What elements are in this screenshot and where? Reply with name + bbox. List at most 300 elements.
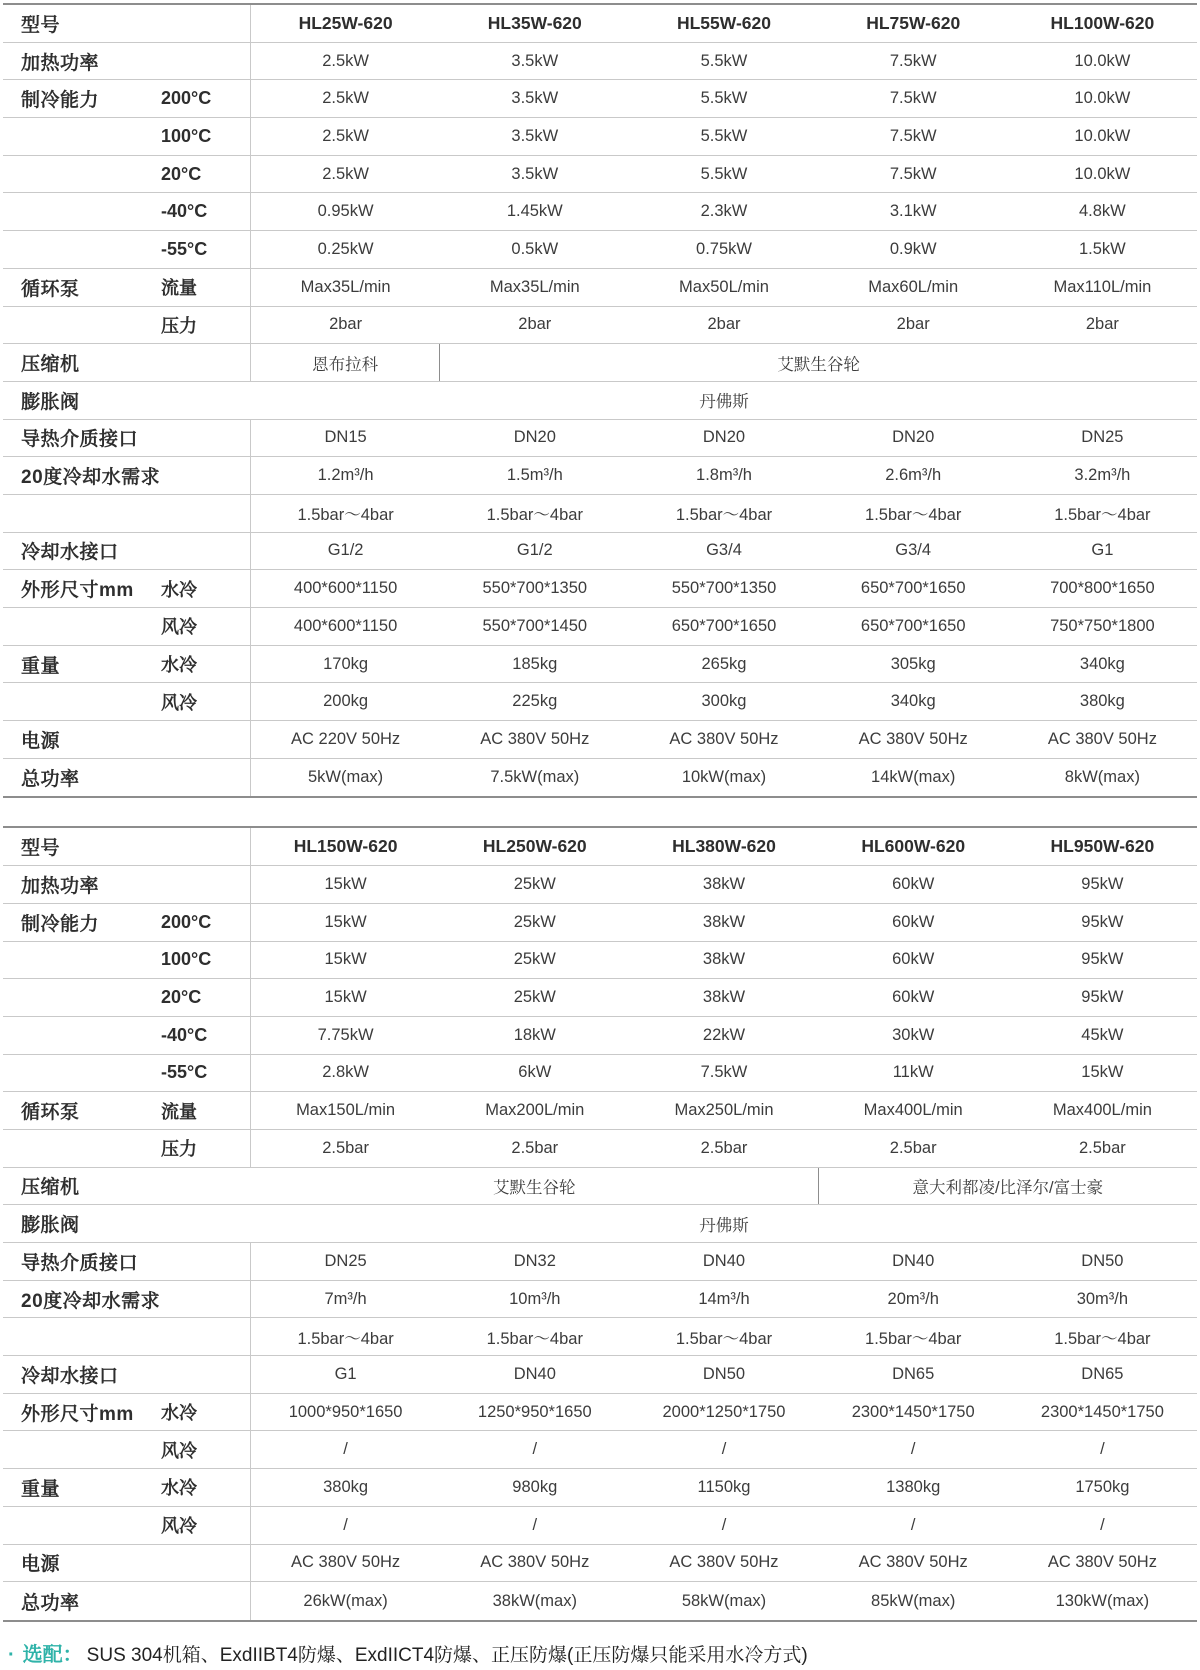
row-label: 总功率	[21, 769, 80, 791]
spec-row	[3, 307, 1197, 345]
spec-row	[3, 533, 1197, 571]
spec-cell: 650*700*1650	[860, 579, 966, 598]
row-label: 循环泵	[21, 1102, 80, 1124]
row-label-cell	[3, 382, 251, 419]
spec-row	[3, 1582, 1197, 1620]
spec-row	[3, 1205, 1197, 1243]
row-sublabel: 水冷	[161, 579, 197, 600]
row-label: 制冷能力	[21, 90, 100, 112]
spec-cell: 225kg	[512, 692, 558, 711]
spec-cell: /	[343, 1440, 348, 1459]
spec-cell: AC 380V 50Hz	[291, 1553, 401, 1572]
row-label-cell	[3, 570, 251, 607]
spec-cell: G1	[334, 1364, 357, 1383]
spec-cell: 550*700*1350	[482, 579, 588, 598]
row-label-cell	[3, 231, 251, 268]
spec-cell: AC 380V 50Hz	[1047, 729, 1157, 748]
spec-cell: 2bar	[896, 315, 930, 334]
spec-cell: 1750kg	[1075, 1477, 1130, 1496]
model-header-cell: HL35W-620	[487, 12, 582, 33]
spec-cell: 15kW	[324, 988, 367, 1007]
spec-row	[3, 904, 1197, 942]
spec-cell: 10.0kW	[1074, 164, 1131, 183]
row-label: 外形尺寸mm	[21, 1403, 134, 1425]
row-label-cell	[3, 420, 251, 457]
row-label-cell	[3, 1431, 251, 1468]
row-label-cell	[3, 759, 251, 797]
spec-cell: 1.45kW	[506, 202, 563, 221]
row-sublabel: 流量	[161, 1101, 197, 1122]
spec-cell: 15kW	[1081, 1063, 1124, 1082]
spec-cell: 30m³/h	[1076, 1289, 1129, 1308]
row-sublabel: -40°C	[161, 1024, 208, 1045]
row-sublabel: 水冷	[161, 1403, 197, 1424]
spec-cell: 1.5bar～4bar	[486, 506, 583, 525]
row-label: 20度冷却水需求	[21, 1290, 161, 1312]
spec-cell: 2bar	[518, 315, 552, 334]
row-label-cell	[3, 118, 251, 155]
row-label-cell	[3, 646, 251, 683]
spec-cell: 1.5bar～4bar	[297, 506, 394, 525]
model-header-cell: HL150W-620	[293, 836, 398, 857]
row-sublabel: 压力	[161, 1139, 197, 1160]
spec-cell: 1.5bar～4bar	[486, 1329, 583, 1348]
spec-cell: 1.8m³/h	[696, 466, 752, 485]
options-footnote	[3, 1638, 1197, 1667]
spec-cell: G3/4	[706, 541, 742, 560]
row-label-cell	[3, 904, 251, 941]
row-label-cell	[3, 1168, 251, 1205]
row-sublabel: 200°C	[161, 88, 212, 109]
row-sublabel: 水冷	[161, 1478, 197, 1499]
spec-cell: Max150L/min	[296, 1101, 396, 1120]
spec-cell: 7.5kW	[889, 126, 937, 145]
row-sublabel: 风冷	[161, 1516, 197, 1537]
row-label: 循环泵	[21, 278, 80, 300]
model-header-cell: HL100W-620	[1050, 12, 1155, 33]
spec-cell: AC 380V 50Hz	[480, 729, 590, 748]
spec-cell: 20m³/h	[887, 1289, 939, 1308]
spec-cell: DN32	[513, 1251, 556, 1270]
spec-cell: 5.5kW	[700, 126, 748, 145]
spec-cell: 58kW(max)	[681, 1591, 767, 1610]
spec-row	[3, 1431, 1197, 1469]
spec-row	[3, 231, 1197, 269]
spec-row	[3, 344, 1197, 382]
spec-cell-merged: 丹佛斯	[699, 393, 749, 412]
spec-cell: 2.8kW	[322, 1063, 369, 1082]
spec-row	[3, 866, 1197, 904]
row-sublabel: 流量	[161, 278, 197, 299]
spec-row	[3, 193, 1197, 231]
spec-cell: 340kg	[890, 692, 936, 711]
spec-cell: 2.5bar	[511, 1138, 559, 1157]
row-sublabel: 200°C	[161, 911, 212, 932]
table-header-row	[3, 828, 1197, 866]
spec-cell: 22kW	[702, 1025, 746, 1044]
spec-table-small-models	[3, 3, 1197, 798]
spec-cell: 0.5kW	[511, 239, 559, 258]
row-sublabel: 风冷	[161, 692, 197, 713]
spec-row	[3, 759, 1197, 797]
spec-cell: 95kW	[1081, 912, 1124, 931]
spec-cell: 5.5kW	[700, 51, 748, 70]
spec-cell: DN50	[702, 1364, 746, 1383]
spec-cell: 3.5kW	[511, 89, 559, 108]
spec-cell: 5.5kW	[700, 89, 748, 108]
row-label: 加热功率	[21, 52, 100, 74]
model-label-text: 型号	[21, 838, 61, 860]
spec-row	[3, 457, 1197, 495]
spec-row	[3, 1243, 1197, 1281]
footnote-bullet: ·	[8, 1643, 15, 1666]
spec-cell: 400*600*1150	[293, 579, 398, 598]
row-label-cell	[3, 344, 251, 381]
row-label-cell	[3, 156, 251, 193]
spec-cell: 25kW	[513, 912, 556, 931]
spec-cell: 2.5bar	[322, 1138, 369, 1157]
spec-cell: 60kW	[892, 912, 935, 931]
spec-cell: 5kW(max)	[308, 768, 384, 787]
spec-cell: Max250L/min	[674, 1101, 774, 1120]
spec-cell: AC 380V 50Hz	[858, 729, 968, 748]
row-label: 膨胀阀	[21, 391, 80, 413]
row-sublabel: -55°C	[161, 1062, 208, 1083]
row-label-cell	[3, 866, 251, 903]
spec-cell: 14m³/h	[698, 1289, 750, 1308]
spec-cell: 38kW	[702, 988, 746, 1007]
spec-row	[3, 1017, 1197, 1055]
row-label-cell	[3, 1281, 251, 1318]
row-sublabel: 100°C	[161, 949, 212, 970]
spec-cell: 550*700*1450	[482, 616, 588, 635]
row-label: 压缩机	[21, 1177, 80, 1199]
spec-cell: 25kW	[513, 950, 556, 969]
spec-cell: 11kW	[892, 1063, 934, 1082]
spec-cell: 3.1kW	[889, 202, 937, 221]
row-label-cell	[3, 80, 251, 117]
row-label: 外形尺寸mm	[21, 580, 134, 602]
spec-cell: DN65	[892, 1364, 935, 1383]
spec-cell: 10.0kW	[1074, 89, 1131, 108]
row-label-cell	[3, 979, 251, 1016]
spec-row	[3, 1092, 1197, 1130]
spec-cell: 1.5bar～4bar	[675, 506, 773, 525]
spec-cell: 650*700*1650	[860, 616, 966, 635]
spec-cell: 3.2m³/h	[1074, 466, 1131, 485]
row-sublabel: -40°C	[161, 201, 208, 222]
row-label-cell	[3, 193, 251, 230]
spec-table-large-models	[3, 826, 1197, 1621]
spec-cell: 7.5kW	[700, 1063, 748, 1082]
row-label-cell	[3, 269, 251, 306]
spec-cell: 170kg	[323, 654, 369, 673]
spec-row	[3, 43, 1197, 81]
spec-row	[3, 1281, 1197, 1319]
spec-row	[3, 1318, 1197, 1356]
spec-cell: 45kW	[1081, 1025, 1124, 1044]
spec-cell-merged: 恩布拉科	[251, 344, 440, 381]
spec-row	[3, 721, 1197, 759]
spec-cell: AC 380V 50Hz	[858, 1553, 968, 1572]
spec-row	[3, 1545, 1197, 1583]
spec-cell: 38kW(max)	[492, 1591, 577, 1610]
spec-cell: 2.5bar	[1078, 1138, 1126, 1157]
spec-cell: 25kW	[513, 874, 556, 893]
row-label-cell	[3, 457, 251, 494]
spec-cell: DN15	[324, 428, 367, 447]
spec-cell: 1250*950*1650	[477, 1402, 592, 1421]
row-label-cell	[3, 1394, 251, 1431]
row-label-cell	[3, 1318, 251, 1355]
spec-cell: DN20	[513, 428, 556, 447]
spec-cell: 130kW(max)	[1055, 1591, 1150, 1610]
spec-cell-merged: 艾默生谷轮	[251, 1168, 819, 1205]
spec-cell: 650*700*1650	[671, 616, 777, 635]
row-label-cell	[3, 1130, 251, 1167]
row-sublabel: -55°C	[161, 238, 208, 259]
row-label: 压缩机	[21, 354, 80, 376]
spec-cell: Max110L/min	[1053, 277, 1152, 296]
row-label: 导热介质接口	[21, 429, 139, 451]
spec-cell: 38kW	[702, 874, 746, 893]
spec-cell: 380kg	[1079, 692, 1125, 711]
spec-cell: 7.5kW	[889, 51, 937, 70]
spec-cell: 1.5bar～4bar	[675, 1329, 773, 1348]
spec-cell: /	[343, 1515, 348, 1534]
spec-cell: 2bar	[707, 315, 741, 334]
spec-cell: 15kW	[324, 874, 367, 893]
spec-cell: 1150kg	[697, 1477, 751, 1496]
model-header-cell: HL600W-620	[861, 836, 966, 857]
spec-cell: 38kW	[702, 912, 746, 931]
spec-cell: 6kW	[518, 1063, 552, 1082]
spec-cell: 2.5kW	[322, 126, 369, 145]
spec-cell: 400*600*1150	[293, 616, 398, 635]
row-label: 冷却水接口	[21, 542, 119, 564]
row-label-cell	[3, 721, 251, 758]
spec-cell: 2.5kW	[322, 164, 369, 183]
row-label: 重量	[21, 1478, 61, 1500]
spec-cell: 2.3kW	[700, 202, 748, 221]
spec-cell: /	[721, 1440, 727, 1459]
spec-cell: /	[721, 1515, 727, 1534]
spec-cell: 10.0kW	[1074, 126, 1131, 145]
spec-cell: 200kg	[323, 692, 369, 711]
spec-cell: 305kg	[890, 654, 936, 673]
spec-cell: 7.5kW	[889, 164, 937, 183]
spec-cell: Max60L/min	[868, 277, 959, 296]
spec-cell: 60kW	[892, 874, 935, 893]
spec-cell: AC 380V 50Hz	[480, 1553, 590, 1572]
spec-cell: DN25	[1081, 428, 1124, 447]
spec-cell: 3.5kW	[511, 51, 559, 70]
spec-cell: 60kW	[892, 988, 935, 1007]
spec-cell: 26kW(max)	[303, 1591, 388, 1610]
spec-cell: 7.5kW	[889, 89, 937, 108]
spec-row	[3, 608, 1197, 646]
model-column-label	[3, 5, 251, 42]
spec-cell: Max35L/min	[489, 277, 580, 296]
spec-cell: 18kW	[513, 1025, 556, 1044]
spec-cell: 2300*1450*1750	[1040, 1402, 1164, 1421]
spec-cell: Max400L/min	[863, 1101, 963, 1120]
spec-cell: DN40	[513, 1364, 556, 1383]
row-label-cell	[3, 1055, 251, 1092]
row-label-cell	[3, 1469, 251, 1506]
spec-cell: 95kW	[1081, 874, 1124, 893]
spec-row	[3, 646, 1197, 684]
row-label-cell	[3, 1507, 251, 1544]
spec-cell: 1.5bar～4bar	[1054, 506, 1151, 525]
row-label: 导热介质接口	[21, 1252, 139, 1274]
spec-row	[3, 80, 1197, 118]
spec-row	[3, 382, 1197, 420]
spec-row	[3, 942, 1197, 980]
spec-cell: 7.5kW(max)	[490, 768, 580, 787]
spec-cell: /	[1100, 1515, 1105, 1534]
row-sublabel: 水冷	[161, 655, 197, 676]
spec-cell: Max400L/min	[1052, 1101, 1152, 1120]
spec-cell-merged: 艾默生谷轮	[777, 355, 860, 374]
spec-cell: 265kg	[701, 654, 747, 673]
row-label-cell	[3, 608, 251, 645]
spec-cell: 0.95kW	[317, 202, 374, 221]
row-label-cell	[3, 1205, 251, 1242]
spec-cell: 10.0kW	[1074, 51, 1131, 70]
spec-cell: 1.5bar～4bar	[865, 506, 962, 525]
model-header-cell: HL25W-620	[298, 12, 393, 33]
spec-cell: 300kg	[701, 692, 747, 711]
spec-cell: 700*800*1650	[1050, 579, 1155, 598]
spec-cell: 10kW(max)	[681, 768, 767, 787]
spec-cell: 1380kg	[886, 1477, 941, 1496]
footnote-options-text: SUS 304机箱、ExdIIBT4防爆、ExdIICT4防爆、正压防爆(正压防爆只能采用水冷方式)	[86, 1644, 808, 1666]
spec-cell: 60kW	[892, 950, 935, 969]
spec-cell: 25kW	[513, 988, 556, 1007]
spec-cell: DN20	[702, 428, 746, 447]
spec-cell: Max35L/min	[300, 277, 391, 296]
spec-cell: 15kW	[324, 912, 367, 931]
model-column-label	[3, 828, 251, 865]
spec-cell: DN40	[702, 1251, 746, 1270]
spec-cell: 1.5kW	[1079, 239, 1126, 258]
row-label: 20度冷却水需求	[21, 467, 161, 489]
spec-cell: 2000*1250*1750	[662, 1402, 786, 1421]
row-sublabel: 20°C	[161, 163, 202, 184]
row-label-cell	[3, 1582, 251, 1620]
spec-cell: G1/2	[327, 541, 364, 560]
spec-cell: 0.75kW	[696, 239, 752, 258]
spec-row	[3, 1168, 1197, 1206]
spec-cell: 14kW(max)	[871, 768, 956, 787]
spec-row	[3, 683, 1197, 721]
spec-cell: 95kW	[1081, 950, 1124, 969]
model-header-cell: HL250W-620	[482, 836, 587, 857]
spec-cell: 1.2m³/h	[317, 466, 374, 485]
spec-cell: DN65	[1081, 1364, 1124, 1383]
spec-cell: 1.5bar～4bar	[297, 1329, 394, 1348]
spec-cell: 4.8kW	[1079, 202, 1126, 221]
model-label-text: 型号	[21, 14, 61, 36]
row-label-cell	[3, 1017, 251, 1054]
spec-cell: DN40	[892, 1251, 935, 1270]
spec-row	[3, 495, 1197, 533]
row-sublabel: 风冷	[161, 1440, 197, 1461]
row-label: 加热功率	[21, 875, 100, 897]
spec-cell: 2.5kW	[322, 89, 369, 108]
table-header-row	[3, 5, 1197, 43]
spec-cell: 2.5kW	[322, 51, 369, 70]
row-label-cell	[3, 1243, 251, 1280]
spec-cell: 95kW	[1081, 988, 1124, 1007]
row-label: 电源	[21, 1554, 61, 1576]
spec-cell: /	[910, 1440, 916, 1459]
model-header-cell: HL950W-620	[1050, 836, 1155, 857]
row-label-cell	[3, 942, 251, 979]
spec-cell: 2bar	[329, 315, 363, 334]
spec-cell: AC 380V 50Hz	[669, 1553, 779, 1572]
row-label-cell	[3, 533, 251, 570]
row-sublabel: 100°C	[161, 125, 212, 146]
spec-cell: Max200L/min	[485, 1101, 585, 1120]
spec-row	[3, 979, 1197, 1017]
spec-cell-merged: 意大利都凌/比泽尔/富士豪	[912, 1178, 1104, 1197]
spec-cell: 340kg	[1079, 654, 1125, 673]
spec-cell: DN25	[324, 1251, 367, 1270]
spec-cell: 0.9kW	[889, 239, 937, 258]
spec-row	[3, 570, 1197, 608]
spec-cell: 2.5bar	[889, 1138, 937, 1157]
spec-cell: /	[532, 1515, 538, 1534]
spec-row	[3, 1469, 1197, 1507]
spec-row	[3, 420, 1197, 458]
spec-cell: G1	[1091, 541, 1114, 560]
spec-cell: 750*750*1800	[1050, 616, 1155, 635]
spec-row	[3, 118, 1197, 156]
spec-cell: AC 380V 50Hz	[669, 729, 779, 748]
spec-cell: 0.25kW	[317, 239, 374, 258]
spec-cell: 3.5kW	[511, 126, 559, 145]
spec-cell: 7.75kW	[317, 1025, 374, 1044]
spec-cell: 3.5kW	[511, 164, 559, 183]
spec-cell: 2.5bar	[700, 1138, 748, 1157]
row-label-cell	[3, 1092, 251, 1129]
spec-row	[3, 1507, 1197, 1545]
row-label: 重量	[21, 655, 61, 677]
spec-cell: 1.5bar～4bar	[1054, 1329, 1151, 1348]
spec-cell: 7m³/h	[324, 1289, 367, 1308]
spec-row	[3, 1394, 1197, 1432]
spec-cell: Max50L/min	[679, 277, 769, 296]
row-label-cell	[3, 1356, 251, 1393]
spec-cell: G1/2	[516, 541, 553, 560]
spec-cell: 38kW	[702, 950, 746, 969]
spec-cell: 5.5kW	[700, 164, 748, 183]
row-label-cell	[3, 495, 251, 532]
spec-cell: 185kg	[512, 654, 558, 673]
spec-cell: 1000*950*1650	[288, 1402, 403, 1421]
spec-cell: 15kW	[324, 950, 367, 969]
spec-cell: 1.5m³/h	[506, 466, 563, 485]
spec-cell: DN20	[892, 428, 935, 447]
model-header-cell: HL380W-620	[672, 836, 776, 857]
spec-cell-merged: 丹佛斯	[699, 1216, 749, 1235]
spec-cell: 1.5bar～4bar	[865, 1329, 962, 1348]
footnote-options-label: 选配：	[22, 1643, 83, 1666]
spec-cell: /	[532, 1440, 538, 1459]
spec-row	[3, 156, 1197, 194]
